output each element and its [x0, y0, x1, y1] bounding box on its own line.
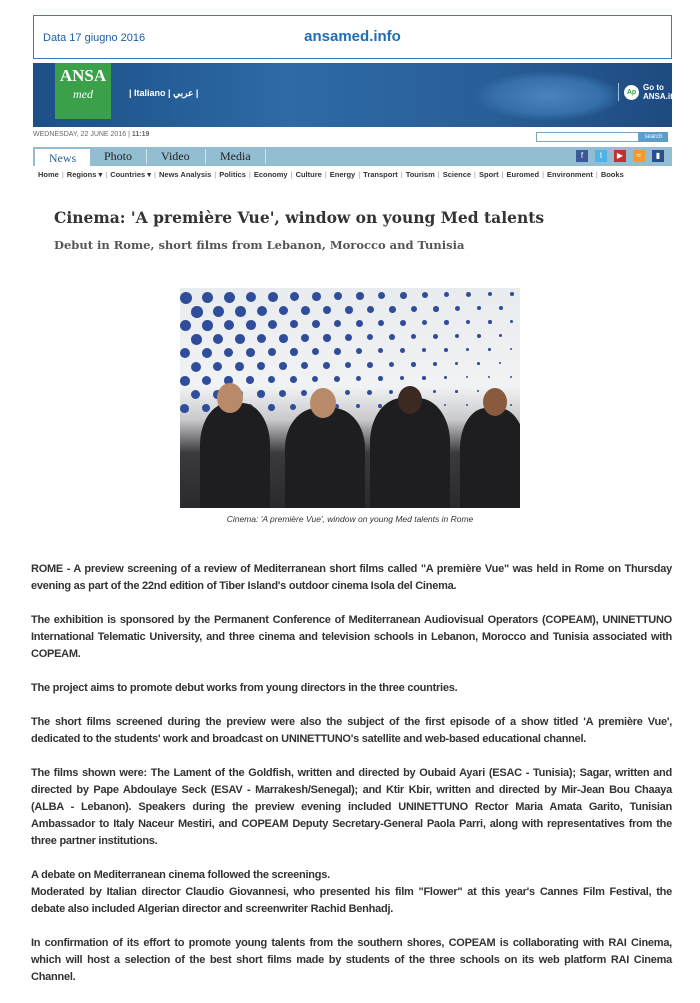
backdrop-dot [433, 362, 437, 366]
backdrop-dot [466, 292, 471, 297]
backdrop-dot [180, 292, 192, 304]
backdrop-dot [290, 404, 296, 410]
youtube-icon[interactable]: ▶ [614, 150, 626, 162]
separator: | [248, 170, 251, 179]
backdrop-dot [257, 306, 267, 316]
backdrop-dot [422, 292, 428, 298]
backdrop-dot [246, 348, 255, 357]
section-link[interactable]: Science [442, 170, 472, 179]
section-link[interactable]: Regions ▾ [66, 170, 103, 179]
mediterranean-map-image [473, 71, 623, 121]
section-link[interactable]: Economy [253, 170, 288, 179]
section-link[interactable]: Books [600, 170, 624, 179]
backdrop-dot [246, 292, 256, 302]
backdrop-dot [411, 362, 416, 367]
section-link[interactable]: Countries ▾ [110, 170, 152, 179]
backdrop-dot [224, 292, 235, 303]
backdrop-dot [290, 292, 299, 301]
backdrop-dot [433, 306, 439, 312]
section-link[interactable]: Politics [219, 170, 246, 179]
backdrop-dot [455, 390, 458, 393]
backdrop-dot [268, 348, 276, 356]
backdrop-dot [488, 348, 491, 351]
page-header [33, 15, 672, 59]
article-paragraph: The short films screened during the preview were also the subject of the first episode of a show titled 'A première Vue', dedicated to the students' work and broadcast on UNINETTUNO's satellite and web-based educational channel. [31, 716, 672, 745]
separator: | [501, 170, 504, 179]
section-link[interactable]: Culture [295, 170, 322, 179]
backdrop-dot [367, 334, 373, 340]
backdrop-dot [477, 390, 479, 392]
backdrop-dot [312, 320, 320, 328]
backdrop-dot [334, 292, 342, 300]
backdrop-dot [510, 320, 513, 323]
backdrop-dot [290, 320, 298, 328]
backdrop-dot [191, 362, 201, 372]
backdrop-dot [411, 306, 417, 312]
backdrop-dot [301, 306, 310, 315]
backdrop-dot [466, 404, 468, 406]
mobile-icon[interactable]: ▮ [652, 150, 664, 162]
backdrop-dot [477, 306, 481, 310]
backdrop-dot [488, 292, 492, 296]
backdrop-dot [246, 376, 254, 384]
separator: | [400, 170, 403, 179]
backdrop-dot [334, 376, 340, 382]
search-button[interactable]: search [639, 132, 668, 142]
separator: | [105, 170, 108, 179]
section-link[interactable]: Energy [329, 170, 356, 179]
banner [33, 63, 672, 127]
backdrop-dot [213, 362, 222, 371]
backdrop-dot [499, 334, 502, 337]
section-link[interactable]: Sport [479, 170, 499, 179]
backdrop-dot [345, 390, 350, 395]
backdrop-dot [323, 362, 330, 369]
backdrop-dot [180, 404, 189, 413]
backdrop-dot [290, 348, 298, 356]
backdrop-dot [257, 390, 265, 398]
section-link[interactable]: Home [38, 170, 59, 179]
backdrop-dot [422, 320, 427, 325]
article-body [31, 561, 672, 1003]
backdrop-dot [224, 348, 233, 357]
backdrop-dot [268, 404, 275, 411]
backdrop-dot [213, 334, 223, 344]
person-silhouette [285, 408, 365, 508]
backdrop-dot [510, 376, 512, 378]
person-head [310, 388, 336, 418]
backdrop-dot [477, 362, 480, 365]
separator: | [290, 170, 293, 179]
photo-caption: Cinema: 'A première Vue', window on young Med talents in Rome [226, 514, 474, 524]
backdrop-dot [312, 292, 321, 301]
backdrop-dot [488, 320, 492, 324]
backdrop-dot [389, 306, 396, 313]
backdrop-dot [510, 404, 512, 406]
person-head [217, 383, 243, 413]
backdrop-dot [323, 334, 331, 342]
separator: | [595, 170, 598, 179]
article-paragraph: A debate on Mediterranean cinema followed the screenings. [31, 869, 330, 881]
section-link[interactable]: Environment [547, 170, 593, 179]
backdrop-dot [488, 376, 490, 378]
search-input[interactable] [536, 132, 639, 142]
backdrop-dot [356, 404, 360, 408]
facebook-icon[interactable]: f [576, 150, 588, 162]
print-date: Data 17 giugno 2016 [43, 32, 146, 44]
backdrop-dot [433, 334, 438, 339]
backdrop-dot [191, 390, 200, 399]
tab-photo[interactable]: Photo [104, 149, 133, 163]
backdrop-dot [202, 404, 210, 412]
current-date: WEDNESDAY, 22 JUNE 2016 [33, 131, 127, 138]
backdrop-dot [235, 362, 244, 371]
backdrop-dot [246, 320, 256, 330]
backdrop-dot [400, 376, 404, 380]
goto-ansa-link[interactable]: Ap Go to ANSA.it [618, 83, 673, 101]
backdrop-dot [444, 292, 449, 297]
language-links: | Italiano | عربي | [129, 88, 199, 98]
section-nav [38, 170, 624, 179]
backdrop-dot [378, 320, 384, 326]
article-paragraph: The exhibition is sponsored by the Permanent Conference of Mediterranean Audiovisual Operators (COPEAM), UNINETTUNO International Telematic University, and three cinema and television schools in Lebanon, Morocco and Tunisia associated with COPEAM. [31, 614, 672, 660]
backdrop-dot [257, 362, 265, 370]
person-silhouette [370, 398, 450, 508]
backdrop-dot [510, 292, 514, 296]
backdrop-dot [279, 306, 288, 315]
backdrop-dot [345, 306, 353, 314]
backdrop-dot [455, 362, 458, 365]
backdrop-dot [290, 376, 297, 383]
backdrop-dot [323, 306, 331, 314]
date-bar: WEDNESDAY, 22 JUNE 2016 | 11:19 [33, 131, 150, 138]
backdrop-dot [257, 334, 266, 343]
separator: | [542, 170, 545, 179]
separator: | [61, 170, 64, 179]
backdrop-dot [180, 348, 190, 358]
rss-icon[interactable]: ≈ [633, 150, 645, 162]
backdrop-dot [455, 306, 460, 311]
backdrop-dot [367, 362, 373, 368]
backdrop-dot [400, 348, 405, 353]
backdrop-dot [389, 362, 394, 367]
backdrop-dot [334, 348, 341, 355]
backdrop-dot [191, 334, 202, 345]
backdrop-dot [356, 320, 363, 327]
separator: | [437, 170, 440, 179]
backdrop-dot [268, 376, 275, 383]
article-paragraph: In confirmation of its effort to promote young talents from the southern shores, COPEAM is collaborating with RAI Cinema, which will host a selection of the best short films made by students of the three schools on its web platform RAI Cinema Channel. [31, 937, 672, 983]
backdrop-dot [378, 292, 385, 299]
backdrop-dot [202, 320, 213, 331]
backdrop-dot [444, 376, 447, 379]
separator: | [324, 170, 327, 179]
backdrop-dot [510, 348, 512, 350]
backdrop-dot [202, 292, 213, 303]
twitter-icon[interactable]: t [595, 150, 607, 162]
tab-media[interactable]: Media [205, 149, 266, 164]
backdrop-dot [191, 306, 203, 318]
section-link[interactable]: Tourism [405, 170, 435, 179]
separator: | [154, 170, 156, 179]
article-photo [180, 288, 520, 508]
article-paragraph: Moderated by Italian director Claudio Giovannesi, who presented his film "Flower" at this year's Cannes Film Festival, the debate also included Algerian director and screenwriter Rachid Benhadj. [31, 886, 672, 915]
backdrop-dot [301, 362, 308, 369]
section-link[interactable]: News Analysis [159, 170, 212, 179]
backdrop-dot [378, 348, 383, 353]
lang-arabic[interactable]: عربي [173, 88, 194, 98]
person-silhouette [200, 403, 270, 508]
backdrop-dot [345, 334, 352, 341]
backdrop-dot [444, 348, 448, 352]
backdrop-dot [235, 306, 246, 317]
backdrop-dot [499, 362, 501, 364]
backdrop-dot [235, 334, 245, 344]
lang-italiano[interactable]: Italiano [134, 88, 166, 98]
backdrop-dot [356, 376, 361, 381]
backdrop-dot [411, 334, 416, 339]
backdrop-dot [312, 348, 319, 355]
backdrop-dot [400, 292, 407, 299]
backdrop-dot [213, 306, 224, 317]
article-paragraph: ROME - A preview screening of a review of Mediterranean short films called "A première Vue" was held in Rome on Thursday evening as part of the 22nd edition of Tiber Island's outdoor cinema Isola del Cinema. [31, 563, 672, 592]
main-nav [33, 147, 672, 166]
current-time: 11:19 [131, 131, 150, 138]
backdrop-dot [367, 306, 374, 313]
site-name[interactable]: ansamed.info [304, 28, 401, 45]
backdrop-dot [466, 320, 470, 324]
separator: | [358, 170, 361, 179]
article-subtitle: Debut in Rome, short films from Lebanon, Morocco and Tunisia [54, 238, 465, 252]
backdrop-dot [268, 292, 278, 302]
backdrop-dot [433, 390, 436, 393]
section-link[interactable]: Transport [363, 170, 398, 179]
article-paragraph: The project aims to promote debut works from young directors in the three countries. [31, 682, 458, 694]
backdrop-dot [444, 320, 449, 325]
backdrop-dot [279, 362, 287, 370]
backdrop-dot [378, 376, 383, 381]
person-head [398, 386, 422, 414]
backdrop-dot [356, 292, 364, 300]
separator: | [214, 170, 217, 179]
backdrop-dot [279, 390, 286, 397]
backdrop-dot [180, 376, 190, 386]
backdrop-dot [400, 320, 406, 326]
article-title: Cinema: 'A première Vue', window on young Med talents [54, 208, 545, 227]
backdrop-dot [356, 348, 362, 354]
article-paragraph: The films shown were: The Lament of the Goldfish, written and directed by Oubaid Ayari (ESAC - Tunisia); Sagar, written and directed by Pape Abdoulaye Seck (ESAV - Marrakesh/Senegal); and Ktir Kbir, written and directed by Mir-Jean Bou Chaaya (ALBA - Lebanon). Speakers during the preview evening included UNINETTUNO Rector Maria Amata Garito, Tunisian Ambassador to Italy Naceur Mestiri, and COPEAM Deputy Secretary-General Paola Parri, along with representatives from the three partner institutions. [31, 767, 672, 847]
backdrop-dot [444, 404, 446, 406]
backdrop-dot [389, 334, 395, 340]
person-silhouette [460, 408, 520, 508]
backdrop-dot [422, 348, 426, 352]
backdrop-dot [477, 334, 481, 338]
backdrop-dot [455, 334, 459, 338]
person-head [483, 388, 507, 416]
backdrop-dot [180, 320, 191, 331]
section-link[interactable]: Euromed [506, 170, 540, 179]
backdrop-dot [202, 376, 211, 385]
tab-video[interactable]: Video [146, 149, 190, 164]
backdrop-dot [389, 390, 393, 394]
backdrop-dot [334, 320, 341, 327]
backdrop-dot [345, 362, 351, 368]
tab-news[interactable]: News [35, 149, 90, 166]
backdrop-dot [202, 348, 212, 358]
backdrop-dot [422, 376, 426, 380]
backdrop-dot [367, 390, 372, 395]
backdrop-dot [466, 348, 469, 351]
separator: | [474, 170, 476, 179]
backdrop-dot [466, 376, 468, 378]
ansamed-logo[interactable]: ANSA med [55, 63, 111, 119]
backdrop-dot [301, 390, 307, 396]
backdrop-dot [224, 320, 234, 330]
backdrop-dot [499, 306, 503, 310]
backdrop-dot [268, 320, 277, 329]
ansa-icon: Ap [624, 85, 639, 100]
backdrop-dot [279, 334, 288, 343]
backdrop-dot [301, 334, 309, 342]
backdrop-dot [312, 376, 318, 382]
